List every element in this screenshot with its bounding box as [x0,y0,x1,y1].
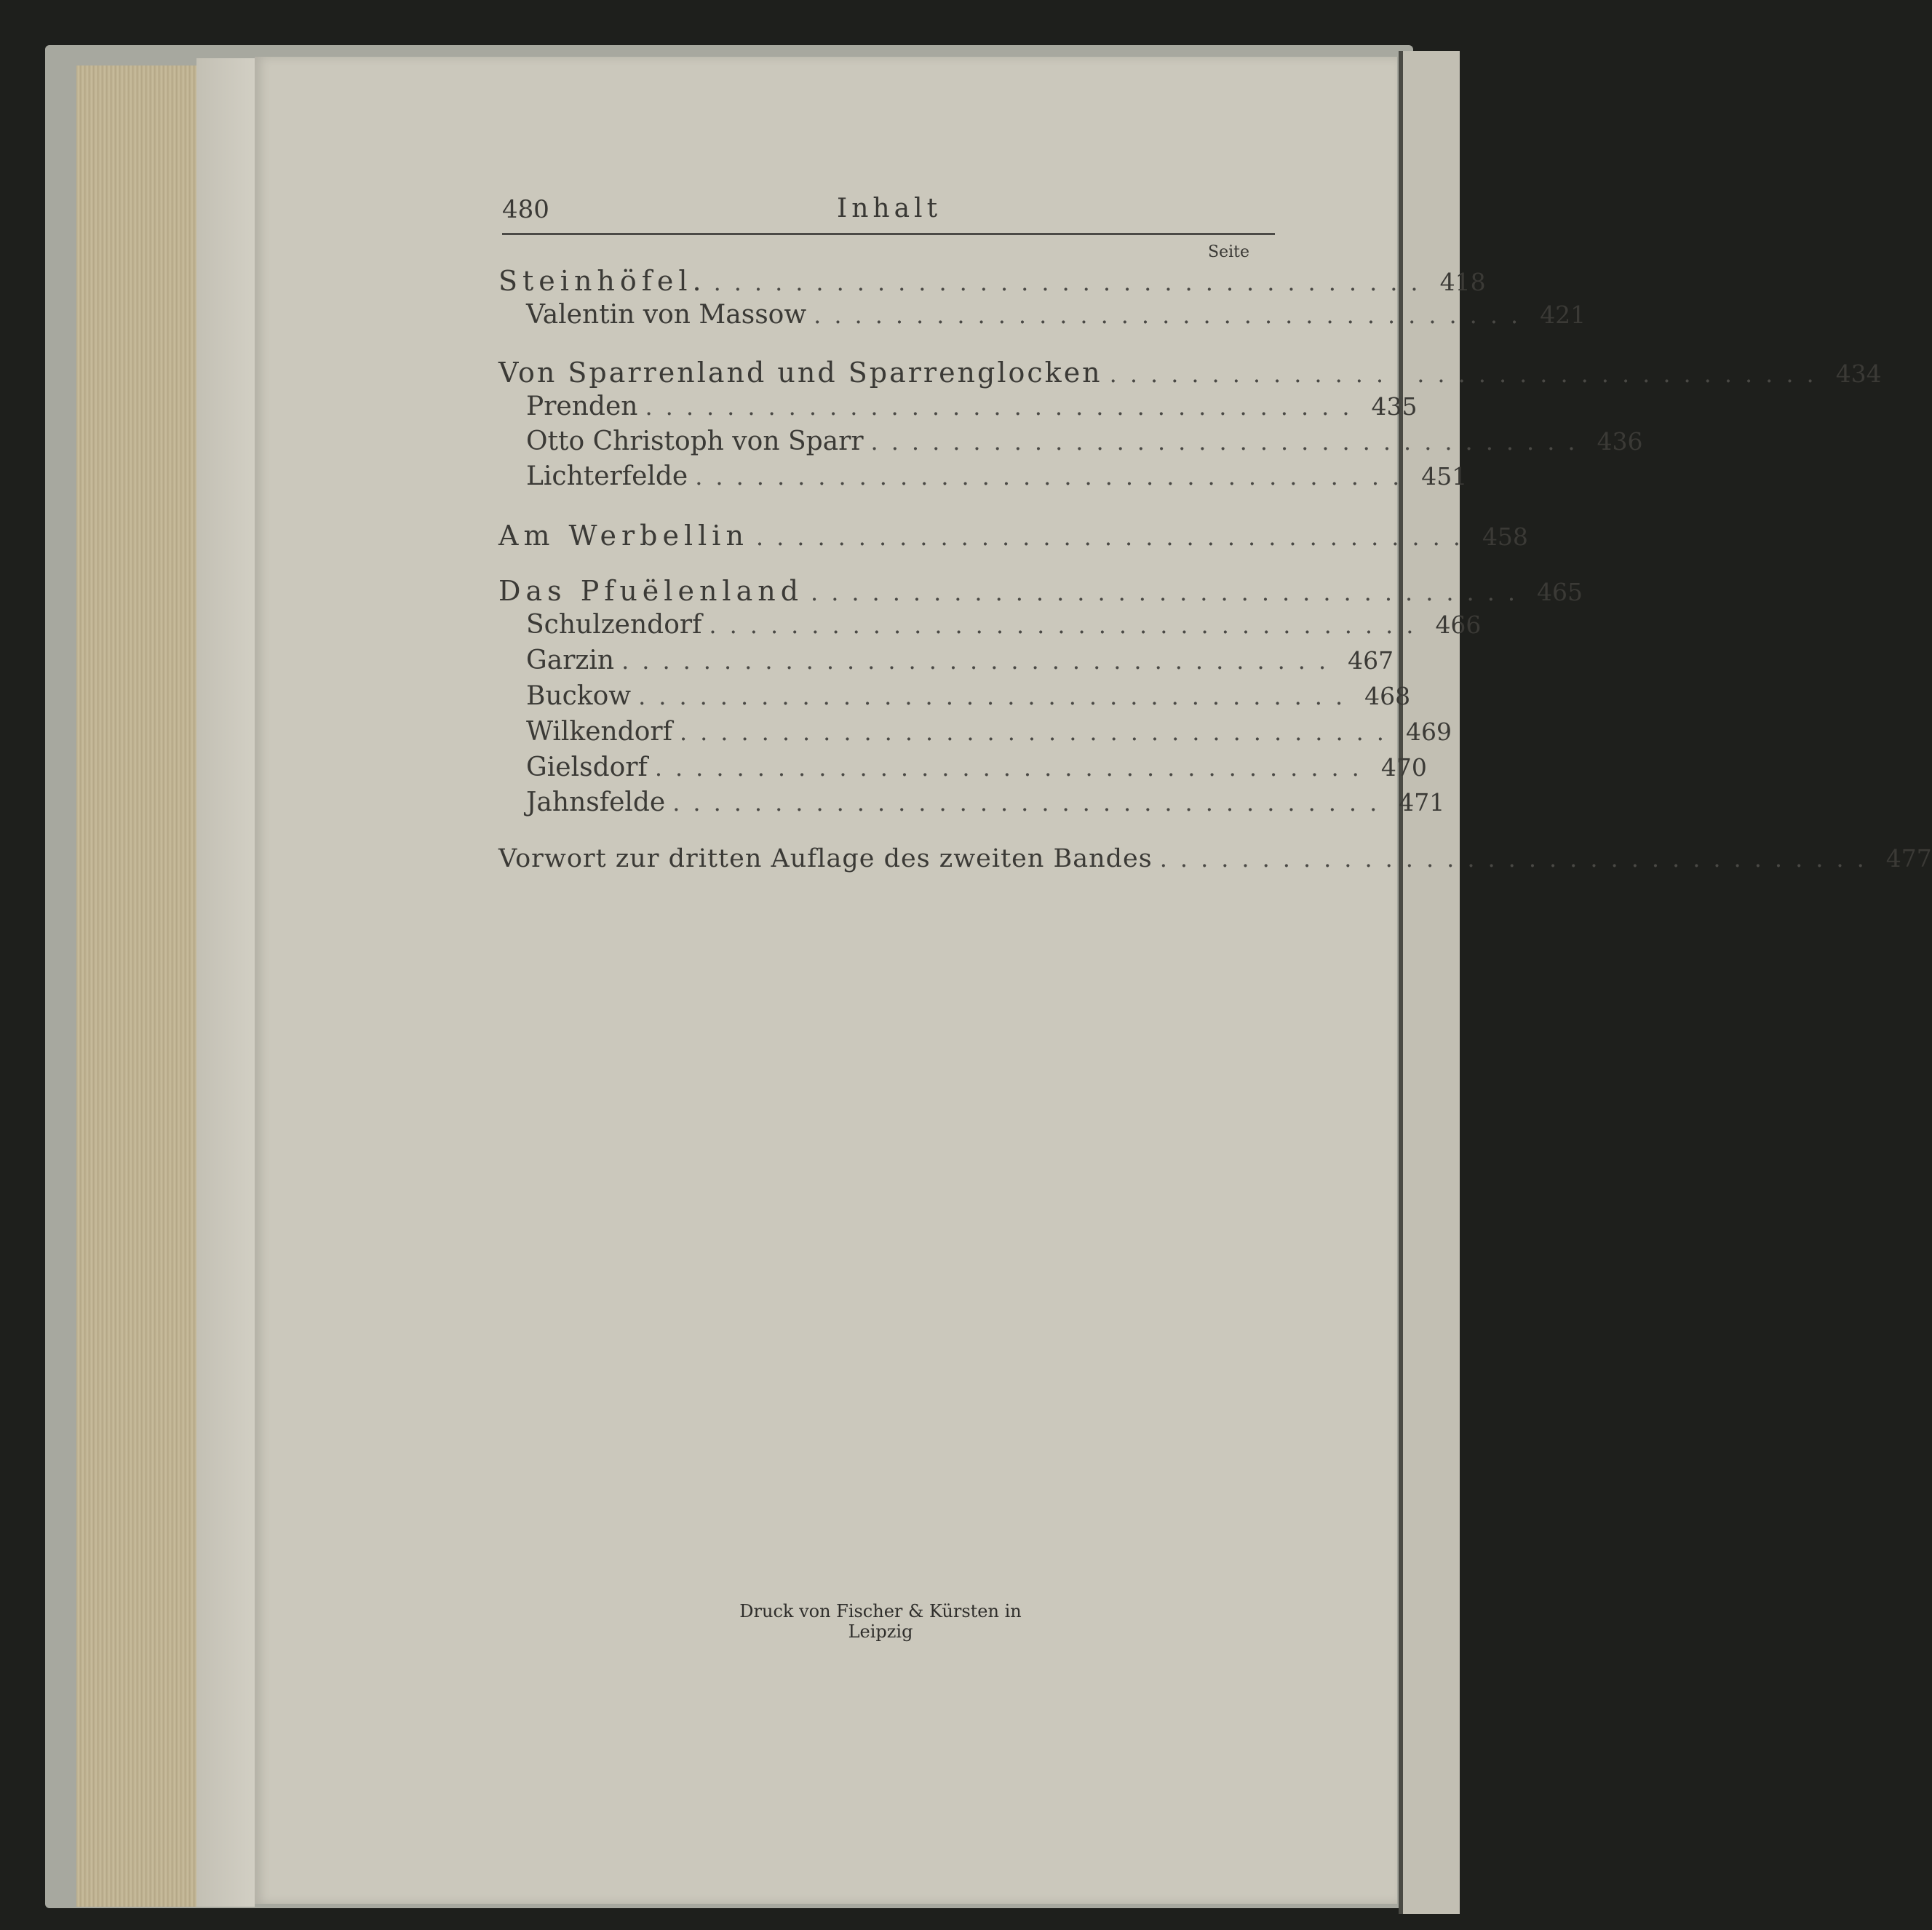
leader-dots: ................................... [672,789,1391,817]
toc-entry-title: Schulzendorf [526,610,702,640]
toc-entry [498,787,1445,822]
toc-entry [498,357,1882,392]
toc-entry [498,844,1932,879]
printer-imprint: Druck von Fischer & Kürsten in Leipzig [739,1601,1022,1642]
toc-entry [498,646,1394,680]
toc-entry-page: 435 [1371,392,1418,421]
toc-entry [498,610,1482,645]
page-number: 480 [502,195,549,224]
toc-entry-page: 458 [1482,523,1528,551]
leader-dots: ................................... [645,393,1363,421]
leader-dots: ................................... [870,428,1589,456]
leader-dots: ................................... [1159,845,1877,873]
leader-dots: ................................... [755,523,1474,551]
toc-entry [498,300,1586,335]
toc-entry-page: 470 [1380,753,1427,782]
leader-dots: ................................... [621,647,1340,675]
toc-entry-page: 467 [1348,646,1394,675]
toc-entry-page: 418 [1439,268,1486,296]
leader-dots: ................................... [638,683,1356,710]
leader-dots: ................................... [709,611,1427,639]
toc-entry [498,717,1452,752]
toc-entry-title: Von Sparrenland und Sparrenglocken [498,357,1102,389]
toc-entry-page: 477 [1885,844,1932,873]
page-edges [76,65,204,1907]
toc-entry-title: Vorwort zur dritten Auflage des zweiten Bandes [498,844,1153,873]
toc-entry-title: Prenden [526,392,638,421]
toc-entry-page: 436 [1597,427,1643,456]
toc-entry-page: 468 [1364,682,1411,710]
toc-entry-page: 465 [1537,578,1583,606]
toc-entry [498,461,1468,496]
toc-entry [498,681,1411,716]
toc-entry-title: Lichterfelde [526,461,688,491]
toc-entry-title: Garzin [526,646,615,675]
toc-entry [498,520,1528,555]
running-head: Inhalt [837,194,942,223]
toc-entry [498,575,1583,610]
toc-entry [498,752,1427,787]
toc-entry-title: Buckow [526,681,632,711]
toc-entry-title: Wilkendorf [526,717,672,747]
toc-entry-title: Otto Christoph von Sparr [526,426,864,456]
leader-dots: ................................... [713,269,1431,296]
toc-entry-page: 451 [1421,462,1468,491]
facing-page-edge [1399,51,1460,1914]
leader-dots: ................................... [654,754,1372,782]
toc-entry [498,265,1486,300]
leader-dots: ................................... [811,579,1529,606]
toc-entry-page: 466 [1435,611,1482,639]
toc-entry [498,426,1643,461]
toc-entry-title: Am Werbellin [498,520,749,552]
leader-dots: ................................... [1109,360,1827,388]
toc-entry [498,392,1418,426]
toc-entry-title: Steinhöfel. [498,265,707,297]
toc-entry-title: Valentin von Massow [526,300,807,330]
page-column-label: Seite [1208,243,1249,261]
toc-entry-page: 434 [1835,360,1882,388]
leader-dots: ................................... [695,463,1413,491]
toc-entry-title: Jahnsfelde [526,787,666,817]
leader-dots: ................................... [679,718,1397,746]
leader-dots: ................................... [814,301,1532,329]
page-header [502,191,1275,235]
toc-entry-page: 471 [1399,788,1445,817]
page-gutter [196,58,255,1907]
toc-entry-page: 469 [1405,718,1452,746]
toc-entry-page: 421 [1540,301,1586,329]
toc-entry-title: Gielsdorf [526,752,648,782]
toc-entry-title: Das Pfuëlenland [498,575,804,607]
